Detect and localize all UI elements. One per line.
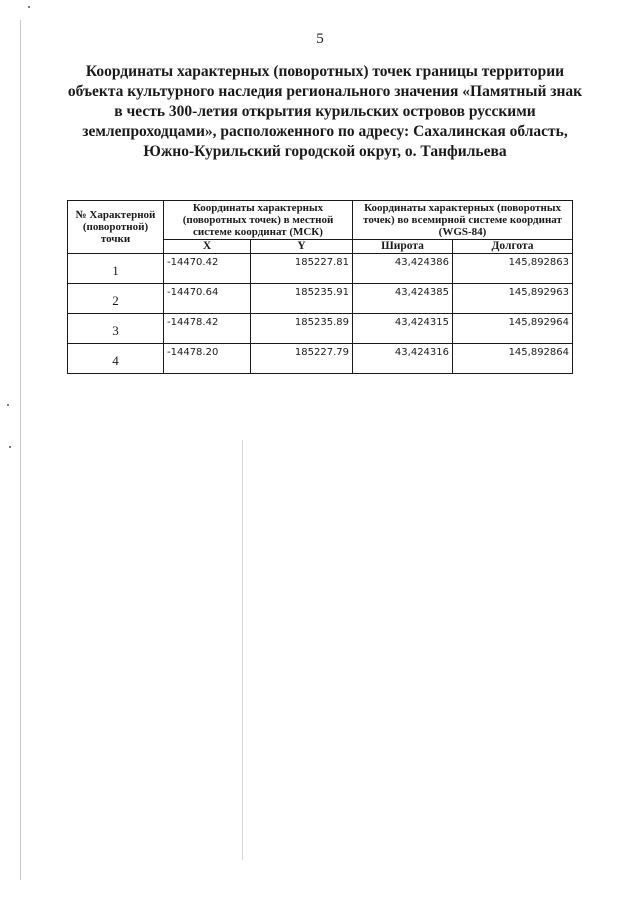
latitude-column-header: Широта	[353, 240, 453, 254]
msk-coordinates-header: Координаты характерных (поворотных точек) в местной системе координат (МСК)	[164, 201, 353, 240]
table-row	[68, 314, 573, 344]
longitude-cell: 145,892963	[453, 284, 573, 314]
scan-fold-line	[242, 440, 243, 860]
x-column-header: X	[164, 240, 251, 254]
scan-margin-line	[20, 20, 21, 880]
longitude-column-header: Долгота	[453, 240, 573, 254]
wgs84-coordinates-header: Координаты характерных (поворотных точек) во всемирной системе координат (WGS-84)	[353, 201, 573, 240]
document-title	[60, 62, 590, 162]
y-cell: 185235.91	[251, 284, 353, 314]
table-row	[68, 344, 573, 374]
title-line: Координаты характерных (поворотных) точек границы территории	[85, 63, 565, 80]
x-cell: -14470.42	[164, 254, 251, 284]
y-cell: 185227.81	[251, 254, 353, 284]
point-number-header: № Характерной (поворотной) точки	[68, 201, 164, 254]
scan-speck	[9, 446, 11, 448]
y-column-header: Y	[251, 240, 353, 254]
coordinates-table	[67, 200, 573, 374]
title-line: Южно-Курильский городской округ, о. Танфильева	[143, 143, 507, 160]
y-cell: 185235.89	[251, 314, 353, 344]
longitude-cell: 145,892864	[453, 344, 573, 374]
page-number: 5	[316, 31, 324, 47]
title-line: в честь 300-летия открытия курильских островов русскими	[114, 103, 536, 120]
point-number-cell: 2	[68, 284, 164, 314]
title-line: объекта культурного наследия регионального значения «Памятный знак	[67, 83, 583, 100]
scan-speck	[7, 404, 9, 406]
table-row	[68, 254, 573, 284]
longitude-cell: 145,892863	[453, 254, 573, 284]
y-cell: 185227.79	[251, 344, 353, 374]
longitude-cell: 145,892964	[453, 314, 573, 344]
latitude-cell: 43,424316	[353, 344, 453, 374]
latitude-cell: 43,424315	[353, 314, 453, 344]
title-line: землепроходцами», расположенного по адресу: Сахалинская область,	[82, 123, 568, 140]
point-number-cell: 1	[68, 254, 164, 284]
table-row	[68, 284, 573, 314]
latitude-cell: 43,424385	[353, 284, 453, 314]
point-number-cell: 3	[68, 314, 164, 344]
x-cell: -14478.20	[164, 344, 251, 374]
point-number-cell: 4	[68, 344, 164, 374]
x-cell: -14478.42	[164, 314, 251, 344]
latitude-cell: 43,424386	[353, 254, 453, 284]
x-cell: -14470.64	[164, 284, 251, 314]
scan-speck	[28, 6, 30, 8]
